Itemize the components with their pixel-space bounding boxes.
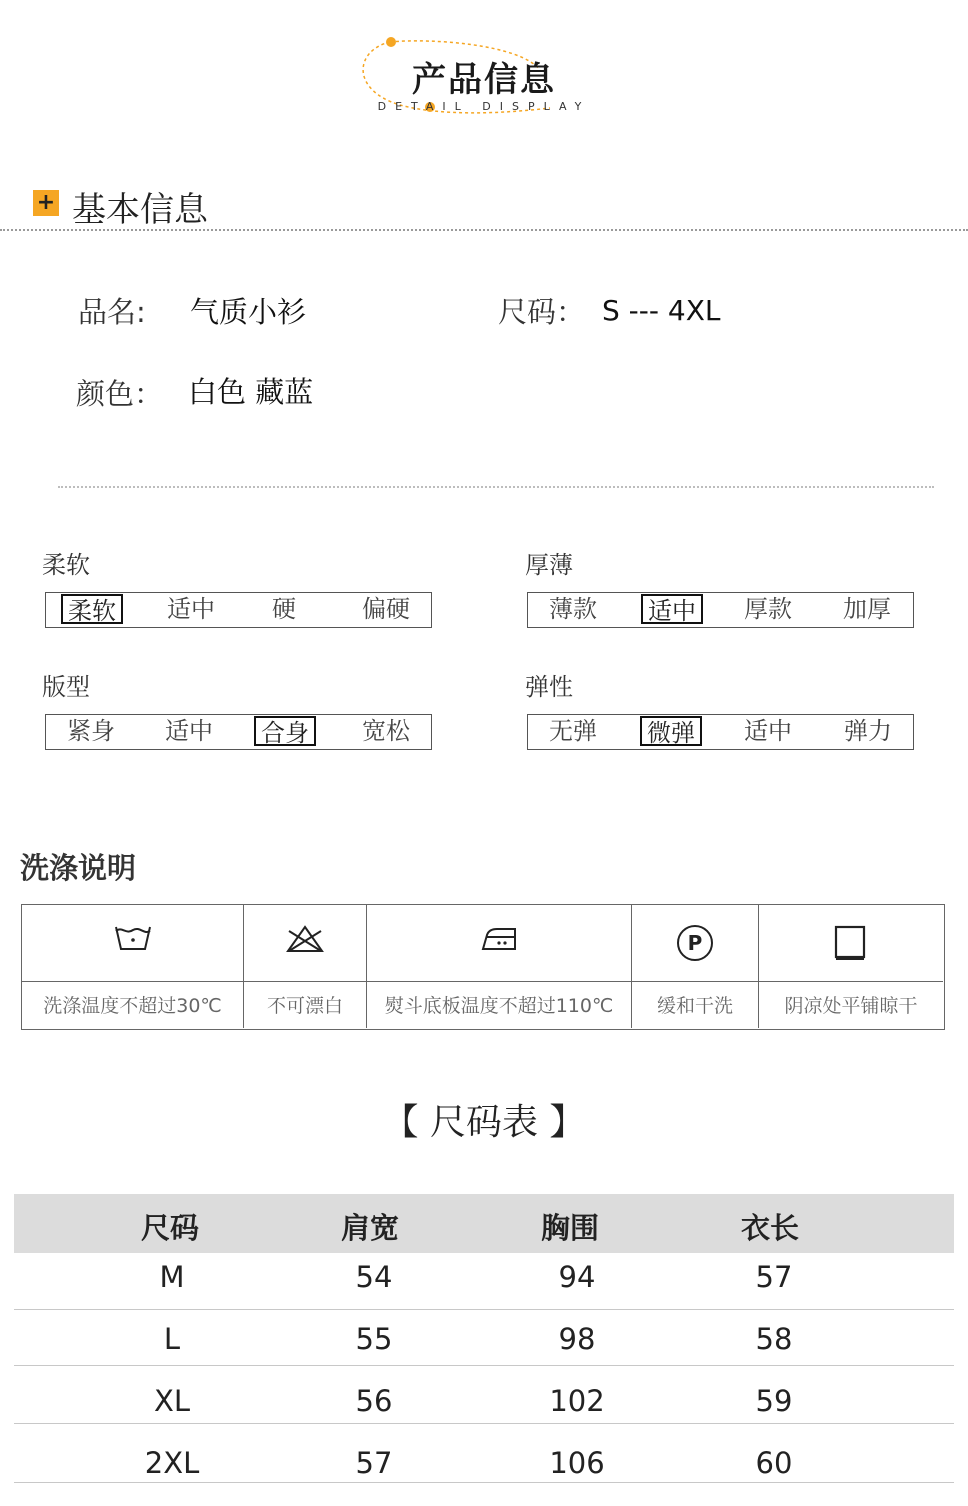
size-table-header	[14, 1194, 954, 1253]
wash-text: 洗涤温度不超过30℃	[43, 995, 222, 1017]
svg-text:P: P	[687, 931, 703, 955]
wash-title: 洗涤说明	[20, 851, 137, 885]
header-title: 产品信息	[412, 60, 556, 100]
table-cell: 98	[558, 1322, 596, 1356]
table-cell: XL	[153, 1384, 191, 1418]
wash-cell	[367, 905, 632, 1028]
wash-cell	[759, 905, 943, 1028]
table-cell: L	[163, 1322, 181, 1356]
size-chart-title: 【 尺码表 】	[382, 1102, 586, 1143]
row-divider	[14, 1365, 954, 1366]
softness-scale	[45, 592, 432, 628]
wash-text: 不可漂白	[266, 995, 343, 1017]
fit-option: 紧身	[67, 717, 115, 745]
table-cell: 94	[558, 1260, 596, 1294]
basic-info-title: 基本信息	[72, 190, 208, 230]
softness-option: 偏硬	[362, 595, 410, 623]
header-subtitle: DETAIL DISPLAY	[377, 100, 591, 113]
dry-flat-icon	[759, 923, 943, 967]
thickness-option: 厚款	[744, 595, 792, 623]
row-divider	[14, 1423, 954, 1424]
table-cell: 55	[355, 1322, 393, 1356]
elasticity-title: 弹性	[525, 673, 573, 701]
elasticity-option: 微弹	[640, 716, 702, 746]
wash-cell	[632, 905, 759, 1028]
size-range-value: S --- 4XL	[602, 294, 721, 327]
table-cell: 106	[549, 1446, 605, 1480]
wash-text: 阴凉处平铺晾干	[784, 995, 918, 1017]
elasticity-option: 适中	[744, 717, 792, 745]
table-cell: M	[159, 1260, 185, 1294]
table-row	[14, 1260, 954, 1320]
table-cell: 56	[355, 1384, 393, 1418]
color-value: 白色 藏蓝	[188, 375, 314, 409]
fit-option: 适中	[165, 717, 213, 745]
table-row	[14, 1384, 954, 1444]
header-cell: 衣长	[740, 1211, 799, 1245]
thickness-option: 薄款	[549, 595, 597, 623]
product-name-value: 气质小衫	[190, 295, 307, 329]
no-bleach-icon	[244, 923, 366, 959]
header-cell: 肩宽	[340, 1211, 399, 1245]
table-row	[14, 1446, 954, 1506]
header-cell: 胸围	[540, 1211, 599, 1245]
color-label: 颜色：	[76, 377, 164, 411]
header-cell: 尺码	[140, 1211, 199, 1245]
table-cell: 57	[355, 1446, 393, 1480]
table-cell: 54	[355, 1260, 393, 1294]
elasticity-scale	[527, 714, 914, 750]
table-cell: 2XL	[144, 1446, 200, 1480]
table-cell: 57	[755, 1260, 793, 1294]
wash-basin-icon	[22, 923, 243, 959]
size-label: 尺码：	[498, 295, 586, 329]
thickness-option: 加厚	[843, 595, 891, 623]
thickness-title: 厚薄	[525, 551, 573, 579]
table-cell: 60	[755, 1446, 793, 1480]
fit-title: 版型	[42, 673, 90, 701]
fit-option: 宽松	[362, 717, 410, 745]
wash-text: 熨斗底板温度不超过110℃	[384, 995, 614, 1017]
product-name-label: 品名:	[78, 295, 146, 329]
softness-option: 适中	[167, 595, 215, 623]
wash-text: 缓和干洗	[656, 995, 733, 1017]
wash-cell	[244, 905, 367, 1028]
table-row	[14, 1322, 954, 1382]
softness-option: 柔软	[61, 594, 123, 624]
softness-option: 硬	[272, 595, 296, 623]
wash-table	[21, 904, 945, 1030]
row-divider	[14, 1309, 954, 1310]
iron-icon	[367, 923, 631, 959]
table-cell: 59	[755, 1384, 793, 1418]
wash-cell	[22, 905, 244, 1028]
fit-option: 合身	[254, 716, 316, 746]
divider	[0, 229, 968, 231]
thickness-scale	[527, 592, 914, 628]
elasticity-option: 无弹	[549, 717, 597, 745]
divider	[58, 486, 934, 488]
dry-clean-p-icon	[632, 923, 758, 967]
table-cell: 102	[549, 1384, 605, 1418]
row-divider	[14, 1482, 954, 1483]
elasticity-option: 弹力	[844, 717, 892, 745]
fit-scale	[45, 714, 432, 750]
plus-icon: +	[33, 190, 59, 216]
table-cell: 58	[755, 1322, 793, 1356]
softness-title: 柔软	[42, 551, 90, 579]
thickness-option: 适中	[641, 594, 703, 624]
